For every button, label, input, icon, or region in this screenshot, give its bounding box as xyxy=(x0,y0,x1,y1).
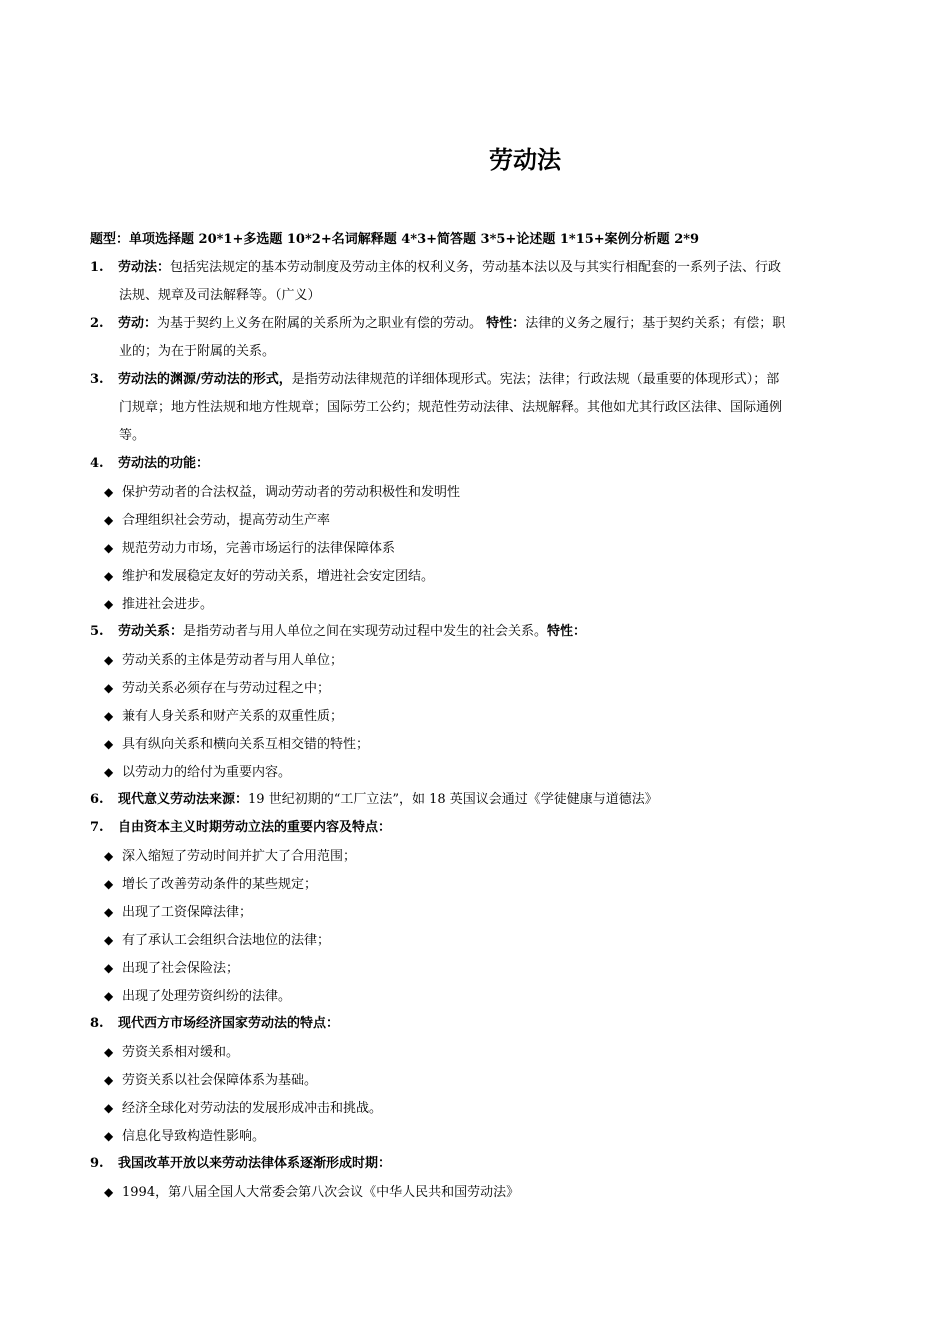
bullet-item xyxy=(90,758,870,786)
item-number: 3. xyxy=(90,372,104,387)
bullet-text: 兼有人身关系和财产关系的双重性质； xyxy=(122,709,344,724)
diamond-bullet-icon: ◆ xyxy=(104,569,114,583)
bullet-text: 信息化导致构造性影响。 xyxy=(122,1129,266,1144)
bullet-text: 劳资关系相对缓和。 xyxy=(122,1045,240,1060)
item-number: 5. xyxy=(90,624,104,639)
page-title: 劳动法 xyxy=(489,146,561,174)
bullet-text: 以劳动力的给付为重要内容。 xyxy=(122,765,292,780)
bullet-item xyxy=(90,534,870,562)
diamond-bullet-icon: ◆ xyxy=(104,485,114,499)
bullet-text: 推进社会进步。 xyxy=(122,597,214,612)
diamond-bullet-icon: ◆ xyxy=(104,849,114,863)
bullet-item xyxy=(90,842,870,870)
list-item xyxy=(90,366,870,394)
diamond-bullet-icon: ◆ xyxy=(104,541,114,555)
item-text: 19 世纪初期的“工厂立法”，如 18 英国议会通过《学徒健康与道德法》 xyxy=(248,792,658,807)
diamond-bullet-icon: ◆ xyxy=(104,1129,114,1143)
item-term: 劳动： xyxy=(118,316,158,331)
bullet-text: 1994，第八届全国人大常委会第八次会议《中华人民共和国劳动法》 xyxy=(122,1185,520,1200)
bullet-item xyxy=(90,730,870,758)
diamond-bullet-icon: ◆ xyxy=(104,1185,114,1199)
item-continuation: 法规、规章及司法解释等。（广义） xyxy=(119,288,321,303)
item-text: 是指劳动法律规范的详细体现形式。宪法；法律；行政法规（最重要的体现形式）；部 xyxy=(291,372,780,387)
diamond-bullet-icon: ◆ xyxy=(104,1073,114,1087)
bullet-item xyxy=(90,1094,870,1122)
bullet-text: 出现了处理劳资纠纷的法律。 xyxy=(122,989,292,1004)
item-term: 劳动法的渊源/劳动法的形式， xyxy=(118,372,292,387)
item-number: 8. xyxy=(90,1016,104,1031)
bullet-item xyxy=(90,590,870,618)
bullet-item xyxy=(90,926,870,954)
diamond-bullet-icon: ◆ xyxy=(104,653,114,667)
diamond-bullet-icon: ◆ xyxy=(104,709,114,723)
list-item xyxy=(90,450,870,478)
bullet-text: 劳动关系必须存在与劳动过程之中； xyxy=(122,681,331,696)
item-term: 劳动法： xyxy=(118,260,171,275)
bullet-text: 出现了工资保障法律； xyxy=(122,905,253,920)
item-text: 包括宪法规定的基本劳动制度及劳动主体的权利义务，劳动基本法以及与其实行相配套的一系列子法、行政 xyxy=(170,260,782,275)
bullet-text: 维护和发展稳定友好的劳动关系，增进社会安定团结。 xyxy=(122,569,435,584)
bullet-item xyxy=(90,702,870,730)
bullet-item xyxy=(90,506,870,534)
list-item xyxy=(90,310,870,338)
bullet-text: 经济全球化对劳动法的发展形成冲击和挑战。 xyxy=(122,1101,383,1116)
diamond-bullet-icon: ◆ xyxy=(104,1101,114,1115)
bullet-text: 规范劳动力市场，完善市场运行的法律保障体系 xyxy=(122,541,396,556)
diamond-bullet-icon: ◆ xyxy=(104,933,114,947)
bullet-text: 增长了改善劳动条件的某些规定； xyxy=(122,877,318,892)
bullet-item xyxy=(90,562,870,590)
bullet-text: 深入缩短了劳动时间并扩大了合用范围； xyxy=(122,849,357,864)
diamond-bullet-icon: ◆ xyxy=(104,681,114,695)
list-item xyxy=(90,1150,870,1178)
diamond-bullet-icon: ◆ xyxy=(104,597,114,611)
bullet-item xyxy=(90,954,870,982)
bullet-text: 劳动关系的主体是劳动者与用人单位； xyxy=(122,653,344,668)
item-term: 劳动法的功能： xyxy=(118,456,210,471)
question-types: 题型：单项选择题 20*1+多选题 10*2+名词解释题 4*3+简答题 3*5+论述题 1*15+案例分析题 2*9 xyxy=(90,232,700,247)
bullet-item xyxy=(90,478,870,506)
item-text-secondary: 法律的义务之履行；基于契约关系；有偿；职 xyxy=(525,316,786,331)
bullet-item xyxy=(90,982,870,1010)
list-item xyxy=(90,1010,870,1038)
diamond-bullet-icon: ◆ xyxy=(104,1045,114,1059)
bullet-item xyxy=(90,870,870,898)
item-continuation: 业的；为在于附属的关系。 xyxy=(119,344,276,359)
item-continuation: 等。 xyxy=(119,428,146,443)
diamond-bullet-icon: ◆ xyxy=(104,513,114,527)
item-number: 2. xyxy=(90,316,104,331)
diamond-bullet-icon: ◆ xyxy=(104,961,114,975)
diamond-bullet-icon: ◆ xyxy=(104,737,114,751)
list-item xyxy=(90,786,870,814)
bullet-item xyxy=(90,674,870,702)
bullet-item xyxy=(90,1178,870,1206)
diamond-bullet-icon: ◆ xyxy=(104,905,114,919)
list-item xyxy=(90,814,870,842)
item-number: 7. xyxy=(90,820,104,835)
bullet-item xyxy=(90,898,870,926)
item-term: 自由资本主义时期劳动立法的重要内容及特点： xyxy=(118,820,392,835)
bullet-text: 劳资关系以社会保障体系为基础。 xyxy=(122,1073,318,1088)
bullet-text: 具有纵向关系和横向关系互相交错的特性； xyxy=(122,737,370,752)
item-term: 现代意义劳动法来源： xyxy=(118,792,249,807)
item-term: 我国改革开放以来劳动法律体系逐渐形成时期： xyxy=(118,1156,392,1171)
item-number: 4. xyxy=(90,456,104,471)
bullet-text: 合理组织社会劳动，提高劳动生产率 xyxy=(122,513,331,528)
bullet-item xyxy=(90,1122,870,1150)
item-term-secondary: 特性： xyxy=(486,316,526,331)
bullet-item xyxy=(90,1038,870,1066)
bullet-item xyxy=(90,646,870,674)
item-text: 为基于契约上义务在附属的关系所为之职业有偿的劳动。 xyxy=(157,316,483,331)
item-number: 6. xyxy=(90,792,104,807)
bullet-text: 有了承认工会组织合法地位的法律； xyxy=(122,933,331,948)
list-item xyxy=(90,618,870,646)
bullet-text: 出现了社会保险法； xyxy=(122,961,240,976)
item-text: 是指劳动者与用人单位之间在实现劳动过程中发生的社会关系。 xyxy=(183,624,548,639)
item-continuation: 门规章；地方性法规和地方性规章；国际劳工公约；规范性劳动法律、法规解释。其他如尤其行政区法律、国际通例 xyxy=(119,400,783,415)
bullet-text: 保护劳动者的合法权益，调动劳动者的劳动积极性和发明性 xyxy=(122,485,461,500)
item-term-secondary: 特性： xyxy=(547,624,587,639)
diamond-bullet-icon: ◆ xyxy=(104,877,114,891)
bullet-item xyxy=(90,1066,870,1094)
diamond-bullet-icon: ◆ xyxy=(104,989,114,1003)
diamond-bullet-icon: ◆ xyxy=(104,765,114,779)
list-item xyxy=(90,254,870,282)
item-number: 1. xyxy=(90,260,104,275)
document-body xyxy=(90,226,870,1206)
item-term: 劳动关系： xyxy=(118,624,184,639)
item-term: 现代西方市场经济国家劳动法的特点： xyxy=(118,1016,340,1031)
item-number: 9. xyxy=(90,1156,104,1171)
